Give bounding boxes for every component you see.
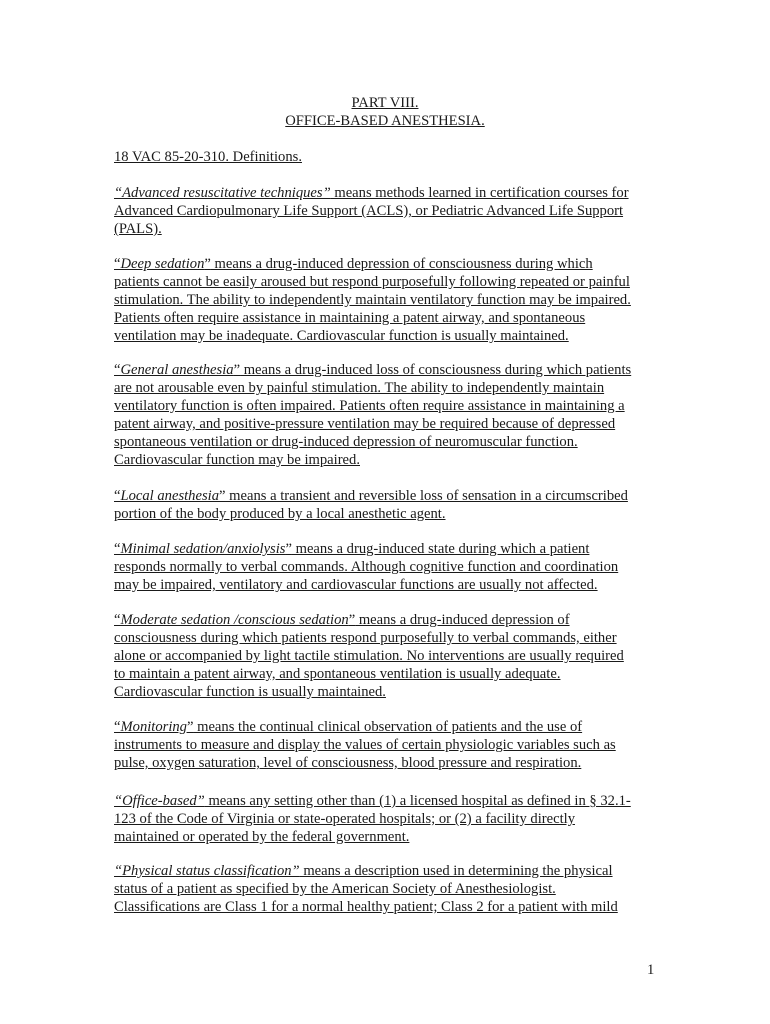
definition-line: portion of the body produced by a local anesthetic agent. (114, 506, 446, 522)
definition-line: may be impaired, ventilatory and cardiovascular functions are usually not affected. (114, 577, 598, 593)
definition-text: means a drug-induced state during which a patient (291, 541, 590, 557)
open-quote: “ (114, 612, 121, 628)
definition-term: Deep sedation (120, 256, 205, 272)
definition-term: Local anesthesia (120, 488, 219, 504)
close-quote: ” (219, 488, 226, 504)
definition-line: Classifications are Class 1 for a normal healthy patient; Class 2 for a patient with mild (114, 899, 618, 915)
definition-line: patients cannot be easily aroused but respond purposefully following repeated or painful (114, 274, 630, 290)
open-quote: “ (114, 488, 121, 504)
open-quote: “ (114, 256, 121, 272)
definition-line (114, 184, 659, 202)
definition-physical-status-classification (114, 862, 659, 916)
definition-line (114, 487, 659, 505)
definition-text: means a drug-induced depression of (355, 612, 570, 628)
definition-line: (PALS). (114, 221, 162, 237)
definition-general-anesthesia (114, 361, 659, 469)
definition-line: Advanced Cardiopulmonary Life Support (ACLS), or Pediatric Advanced Life Support (114, 203, 624, 219)
close-quote: ” (233, 362, 241, 378)
close-quote: ” (204, 256, 211, 272)
definition-line: ventilation may be inadequate. Cardiovascular function is usually maintained. (114, 328, 569, 344)
definition-line: maintained or operated by the federal government. (114, 829, 410, 845)
definition-line: patent airway, and positive-pressure ventilation may be required because of depressed (114, 416, 616, 432)
open-quote: “ (114, 362, 121, 378)
definition-line: consciousness during which patients respond purposefully to verbal commands, either (114, 630, 617, 646)
section-heading-text: 18 VAC 85-20-310. Definitions. (114, 149, 302, 165)
definition-office-based (114, 792, 659, 846)
definition-line (114, 718, 659, 736)
open-quote: “ (114, 541, 121, 557)
definition-line: spontaneous ventilation or drug-induced depression of neuromuscular function. (114, 434, 578, 450)
definition-text: means the continual clinical observation of patients and the use of (193, 719, 583, 735)
definition-text: means a description used in determining the physical (299, 863, 613, 879)
definition-minimal-sedation (114, 540, 659, 594)
definition-term: General anesthesia (120, 362, 234, 378)
definition-text: means any setting other than (1) a licensed hospital as defined in § 32.1- (204, 793, 631, 809)
definition-line: Cardiovascular function is usually maintained. (114, 684, 386, 700)
definition-term: “Office-based” (114, 793, 205, 809)
definition-text: means a drug-induced depression of consciousness during which (210, 256, 593, 272)
definition-line (114, 540, 659, 558)
definition-line: status of a patient as specified by the American Society of Anesthesiologist. (114, 881, 556, 897)
definition-text: means methods learned in certification courses for (330, 185, 629, 201)
definition-advanced-resuscitative-techniques (114, 184, 659, 238)
definition-line (114, 792, 659, 810)
definition-line: stimulation. The ability to independently maintain ventilatory function may be impaired. (114, 292, 631, 308)
open-quote: “ (114, 719, 121, 735)
definition-text: means a drug-induced loss of consciousness during which patients (240, 362, 632, 378)
definition-moderate-sedation (114, 611, 659, 701)
definition-line: alone or accompanied by light tactile stimulation. No interventions are usually required (114, 648, 624, 664)
definition-term: Moderate sedation /conscious sedation (120, 612, 349, 628)
definition-line: responds normally to verbal commands. Although cognitive function and coordination (114, 559, 619, 575)
close-quote: ” (285, 541, 292, 557)
definition-local-anesthesia (114, 487, 659, 523)
part-title: PART VIII. (351, 95, 419, 111)
definition-text: means a transient and reversible loss of sensation in a circumscribed (225, 488, 628, 504)
close-quote: ” (348, 612, 356, 628)
definition-term: Monitoring (120, 719, 187, 735)
definition-monitoring (114, 718, 659, 772)
definition-line: are not arousable even by painful stimulation. The ability to independently maintain (114, 380, 605, 396)
definition-line: 123 of the Code of Virginia or state-operated hospitals; or (2) a facility directly (114, 811, 575, 827)
section-heading (114, 148, 659, 166)
definition-line: Cardiovascular function may be impaired. (114, 452, 360, 468)
part-subtitle: OFFICE-BASED ANESTHESIA. (285, 113, 485, 129)
definition-term: “Advanced resuscitative techniques” (114, 185, 331, 201)
definition-line: ventilatory function is often impaired. Patients often require assistance in maintaining a (114, 398, 625, 414)
definition-line: instruments to measure and display the values of certain physiologic variables such as (114, 737, 616, 753)
definition-term: Minimal sedation/anxiolysis (120, 541, 286, 557)
definition-deep-sedation (114, 255, 659, 345)
definition-line (114, 361, 659, 379)
close-quote: ” (186, 719, 194, 735)
definition-line: pulse, oxygen saturation, level of consciousness, blood pressure and respiration. (114, 755, 582, 771)
definition-line (114, 862, 659, 880)
definition-line (114, 255, 659, 273)
definition-line: Patients often require assistance in maintaining a patent airway, and spontaneous (114, 310, 586, 326)
definition-line: to maintain a patent airway, and spontaneous ventilation is usually adequate. (114, 666, 561, 682)
definition-term: “Physical status classification” (114, 863, 300, 879)
page-number: 1 (647, 962, 655, 978)
definition-line (114, 611, 659, 629)
